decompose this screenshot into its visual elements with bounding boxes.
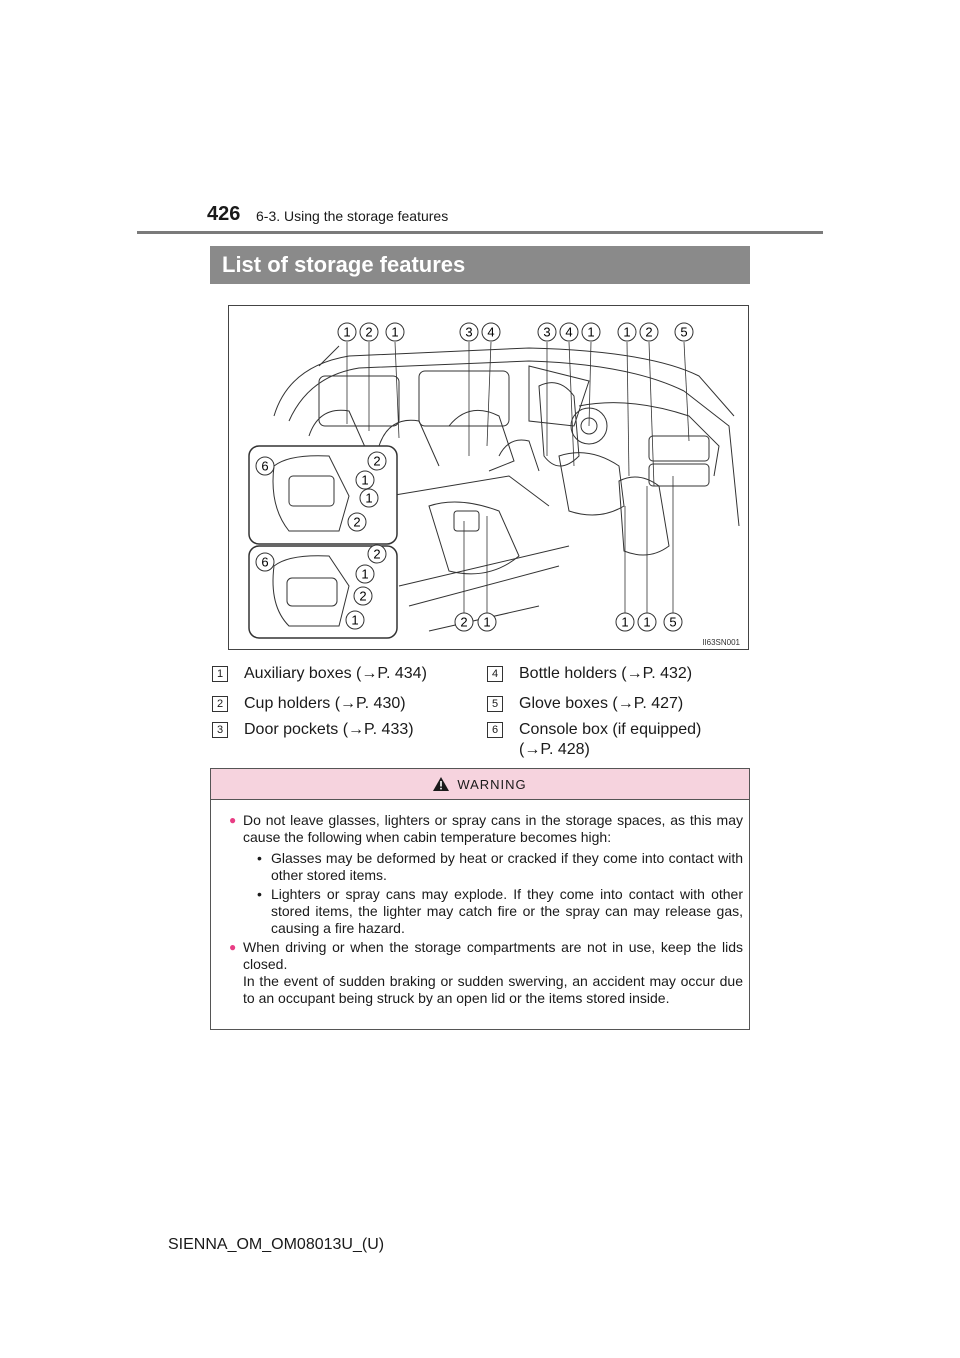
callout-number: 6 [261,554,269,570]
callout-number: 6 [261,458,269,474]
legend-text: Auxiliary boxes (→P. 434) [244,665,427,682]
callout-number: 1 [361,472,369,488]
callout-number: 2 [365,324,373,340]
storage-illustration [228,305,749,650]
callout-number: 1 [643,614,651,630]
legend-text: Door pockets (→P. 433) [244,721,414,738]
legend-text: Glove boxes (→P. 427) [519,695,684,712]
legend-text: Console box (if equipped) [519,721,702,738]
callout-number: 1 [365,490,373,506]
callout-number: 2 [460,614,468,630]
callout-number: 1 [391,324,399,340]
callout-number: 1 [587,324,595,340]
callout-number: 2 [353,514,361,530]
warning-box [210,768,750,1030]
legend-number: 1 [212,666,228,682]
legend-number: 4 [487,666,503,682]
legend-item [212,694,406,714]
legend-text: Cup holders (→P. 430) [244,695,406,712]
callout-number: 1 [361,566,369,582]
legend-text-continued: (→P. 428) [519,741,590,758]
warning-subitem [243,850,743,884]
dot-icon: • [257,886,262,902]
warning-item-text-continued: In the event of sudden braking or sudden swerving, an accident may occur due to an occupant being struck by an open lid or the items stored inside. [243,973,743,1006]
legend-item [487,720,701,760]
callout-number: 4 [487,324,495,340]
bullet-icon: ● [229,940,237,954]
vehicle-interior-drawing [229,306,749,650]
callout-number: 3 [465,324,473,340]
legend-number: 2 [212,696,228,712]
page-number: 426 [207,203,241,225]
legend-text: Bottle holders (→P. 432) [519,665,693,682]
callout-number: 1 [621,614,629,630]
warning-item-text: Do not leave glasses, lighters or spray cans in the storage spaces, as this may cause the following when cabin temperature becomes high: [243,812,743,845]
callout-number: 1 [351,612,359,628]
figure-code: II63SN001 [702,638,740,647]
warning-triangle-icon [433,777,449,791]
callout-number: 1 [483,614,491,630]
callout-number: 5 [680,324,688,340]
section-reference: 6-3. Using the storage features [256,208,449,224]
callout-number: 3 [543,324,551,340]
callout-number: 2 [373,546,381,562]
callout-number: 1 [343,324,351,340]
page-title: List of storage features [210,246,750,284]
legend-item [212,720,414,740]
bullet-icon: ● [229,813,237,827]
warning-subitem [243,886,743,937]
legend-item [487,664,692,684]
warning-item-text: When driving or when the storage compartments are not in use, keep the lids closed. [243,939,743,972]
legend-number: 5 [487,696,503,712]
footer-doc-id: SIENNA_OM_OM08013U_(U) [168,1236,385,1253]
callout-number: 1 [623,324,631,340]
legend-text-block [519,720,701,760]
warning-header [211,769,749,800]
legend-number: 6 [487,722,503,738]
legend-item [487,694,683,714]
legend-number: 3 [212,722,228,738]
callout-number: 4 [565,324,573,340]
header-rule [137,231,823,234]
warning-subitem-text: Lighters or spray cans may explode. If they come into contact with other stored items, the lighter may catch fire or the spray can may release gas, causing a fire hazard. [271,886,743,936]
warning-heading: WARNING [457,776,527,792]
callout-number: 5 [669,614,677,630]
warning-body [211,800,749,1007]
callout-number: 2 [373,453,381,469]
legend-item [212,664,427,684]
warning-subitem-text: Glasses may be deformed by heat or cracked if they come into contact with other stored items. [271,850,743,883]
warning-item [229,812,743,937]
dot-icon: • [257,850,262,866]
callout-number: 2 [645,324,653,340]
callout-number: 2 [359,588,367,604]
warning-item [229,939,743,1007]
